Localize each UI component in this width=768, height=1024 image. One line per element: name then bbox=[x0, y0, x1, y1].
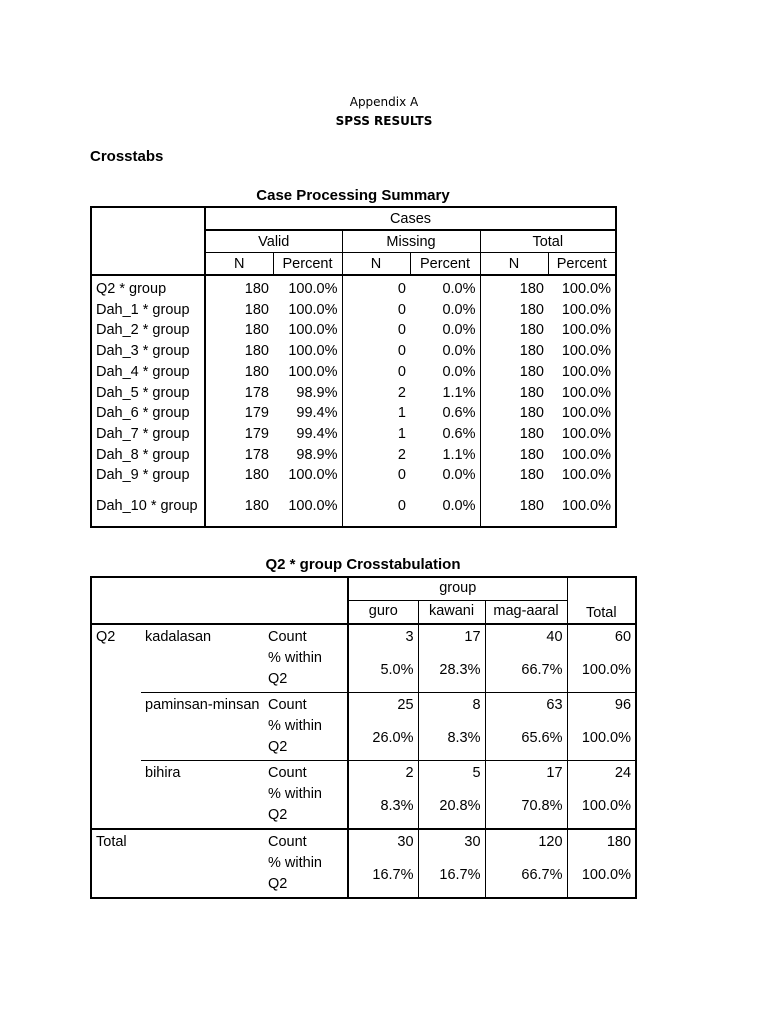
subheader-n: N bbox=[480, 253, 548, 276]
column-header-guro: guro bbox=[348, 601, 418, 625]
empty-corner-cell bbox=[91, 207, 205, 275]
stat-label-percent: % within Q2 bbox=[264, 648, 348, 693]
percent-cell: 66.7% bbox=[485, 853, 567, 898]
percent-cell: 8.3% bbox=[348, 784, 418, 829]
row-label: Dah_6 * group bbox=[96, 405, 190, 422]
cell-total-n: 180 bbox=[480, 300, 548, 321]
cell-total-n: 180 bbox=[480, 341, 548, 362]
row-label: Dah_5 * group bbox=[96, 384, 190, 401]
count-cell: 60 bbox=[567, 624, 636, 648]
subheader-percent: Percent bbox=[410, 253, 480, 276]
subheader-percent: Percent bbox=[548, 253, 616, 276]
row-label: Dah_7 * group bbox=[96, 425, 190, 442]
case-summary-title: Case Processing Summary bbox=[256, 187, 450, 204]
cases-header: Cases bbox=[205, 207, 616, 230]
total-row-label: Total bbox=[96, 834, 127, 850]
count-cell: 30 bbox=[348, 829, 418, 853]
cell-missing-pct: 0.0% bbox=[442, 498, 476, 515]
cell-valid-n: 178 bbox=[205, 445, 273, 466]
cell-valid-n: 180 bbox=[205, 341, 273, 362]
table-row bbox=[91, 829, 636, 853]
cell-missing-pct: 0.0% bbox=[442, 363, 476, 380]
row-label: Dah_3 * group bbox=[96, 343, 190, 360]
cell-valid-n: 180 bbox=[205, 320, 273, 341]
stat-label-count: Count bbox=[268, 765, 307, 781]
percent-cell: 100.0% bbox=[567, 853, 636, 898]
cell-total-n: 180 bbox=[480, 486, 548, 527]
cell-valid-pct: 100.0% bbox=[288, 467, 338, 484]
cell-total-pct: 100.0% bbox=[561, 446, 612, 463]
cell-total-pct: 100.0% bbox=[561, 405, 612, 422]
crosstabulation-table bbox=[90, 576, 637, 899]
group-header: group bbox=[348, 577, 567, 601]
percent-cell: 66.7% bbox=[485, 648, 567, 693]
stat-label-count: Count bbox=[268, 697, 307, 713]
percent-cell: 20.8% bbox=[418, 784, 485, 829]
count-cell: 17 bbox=[418, 624, 485, 648]
count-cell: 8 bbox=[418, 693, 485, 717]
percent-cell: 8.3% bbox=[418, 716, 485, 761]
count-cell: 5 bbox=[418, 761, 485, 785]
crosstab-title: Q2 * group Crosstabulation bbox=[265, 556, 461, 573]
missing-header: Missing bbox=[342, 230, 480, 253]
stat-label-percent: % within Q2 bbox=[264, 784, 348, 829]
row-label: Dah_4 * group bbox=[96, 363, 190, 380]
cell-valid-pct: 98.9% bbox=[296, 384, 338, 401]
row-label: Q2 * group bbox=[96, 281, 167, 297]
cell-missing-n: 1 bbox=[342, 424, 410, 445]
percent-cell: 100.0% bbox=[567, 716, 636, 761]
table-row bbox=[91, 693, 636, 717]
table-row bbox=[91, 624, 636, 648]
cell-total-n: 180 bbox=[480, 403, 548, 424]
count-cell: 96 bbox=[567, 693, 636, 717]
percent-cell: 70.8% bbox=[485, 784, 567, 829]
cell-valid-pct: 98.9% bbox=[296, 446, 338, 463]
row-label: Dah_2 * group bbox=[96, 322, 190, 339]
category-label: paminsan-minsan bbox=[141, 693, 264, 761]
cell-valid-n: 180 bbox=[205, 486, 273, 527]
cell-missing-n: 0 bbox=[342, 320, 410, 341]
cell-missing-n: 0 bbox=[342, 341, 410, 362]
document-subtitle: SPSS RESULTS bbox=[335, 114, 433, 128]
table-row bbox=[91, 383, 616, 404]
cell-missing-pct: 0.0% bbox=[442, 322, 476, 339]
empty-corner-cell bbox=[91, 577, 348, 624]
table-row bbox=[91, 320, 616, 341]
cell-missing-pct: 1.1% bbox=[442, 384, 476, 401]
percent-cell: 65.6% bbox=[485, 716, 567, 761]
count-cell: 2 bbox=[348, 761, 418, 785]
cell-total-pct: 100.0% bbox=[561, 281, 612, 297]
cell-valid-pct: 100.0% bbox=[288, 301, 338, 318]
appendix-label: Appendix A bbox=[349, 95, 419, 109]
cell-missing-pct: 0.6% bbox=[442, 425, 476, 442]
percent-cell: 5.0% bbox=[348, 648, 418, 693]
cell-total-n: 180 bbox=[480, 275, 548, 300]
cell-valid-n: 180 bbox=[205, 465, 273, 486]
stat-label-count: Count bbox=[268, 629, 307, 645]
percent-cell: 100.0% bbox=[567, 648, 636, 693]
cell-total-pct: 100.0% bbox=[561, 498, 612, 515]
cell-total-pct: 100.0% bbox=[561, 425, 612, 442]
cell-valid-pct: 100.0% bbox=[288, 322, 338, 339]
count-cell: 40 bbox=[485, 624, 567, 648]
count-cell: 17 bbox=[485, 761, 567, 785]
total-header: Total bbox=[480, 230, 616, 253]
case-processing-summary-table bbox=[90, 206, 617, 528]
cell-valid-n: 180 bbox=[205, 362, 273, 383]
cell-total-pct: 100.0% bbox=[561, 343, 612, 360]
cell-valid-pct: 99.4% bbox=[296, 405, 338, 422]
table-row bbox=[91, 362, 616, 383]
cell-valid-n: 180 bbox=[205, 300, 273, 321]
count-cell: 24 bbox=[567, 761, 636, 785]
cell-missing-pct: 0.0% bbox=[442, 467, 476, 484]
section-heading: Crosstabs bbox=[90, 148, 164, 165]
column-header-kawani: kawani bbox=[418, 601, 485, 625]
percent-cell: 28.3% bbox=[418, 648, 485, 693]
table-row bbox=[91, 465, 616, 486]
category-label: bihira bbox=[141, 761, 264, 830]
row-label: Dah_1 * group bbox=[96, 301, 190, 318]
cell-total-pct: 100.0% bbox=[561, 384, 612, 401]
cell-missing-n: 2 bbox=[342, 445, 410, 466]
table-row bbox=[91, 424, 616, 445]
cell-valid-n: 180 bbox=[205, 275, 273, 300]
cell-total-n: 180 bbox=[480, 424, 548, 445]
cell-valid-n: 179 bbox=[205, 424, 273, 445]
row-label: Dah_8 * group bbox=[96, 446, 190, 463]
table-row bbox=[91, 300, 616, 321]
cell-valid-pct: 100.0% bbox=[288, 281, 338, 297]
cell-missing-pct: 0.0% bbox=[442, 281, 476, 297]
cell-valid-pct: 99.4% bbox=[296, 425, 338, 442]
count-cell: 3 bbox=[348, 624, 418, 648]
row-label: Dah_10 * group bbox=[96, 498, 198, 515]
total-column-header: Total bbox=[567, 577, 636, 624]
cell-missing-n: 0 bbox=[342, 465, 410, 486]
table-row bbox=[91, 445, 616, 466]
subheader-n: N bbox=[342, 253, 410, 276]
table-row bbox=[91, 275, 616, 300]
table-row bbox=[91, 761, 636, 785]
variable-label: Q2 bbox=[91, 624, 141, 829]
cell-valid-pct: 100.0% bbox=[288, 498, 338, 515]
cell-total-n: 180 bbox=[480, 445, 548, 466]
column-header-mag-aaral: mag-aaral bbox=[485, 601, 567, 625]
count-cell: 120 bbox=[485, 829, 567, 853]
category-label: kadalasan bbox=[141, 624, 264, 693]
cell-total-n: 180 bbox=[480, 383, 548, 404]
percent-cell: 16.7% bbox=[348, 853, 418, 898]
cell-missing-n: 0 bbox=[342, 362, 410, 383]
cell-missing-n: 1 bbox=[342, 403, 410, 424]
cell-valid-pct: 100.0% bbox=[288, 363, 338, 380]
cell-total-pct: 100.0% bbox=[561, 301, 612, 318]
cell-total-n: 180 bbox=[480, 320, 548, 341]
cell-total-pct: 100.0% bbox=[561, 322, 612, 339]
valid-header: Valid bbox=[205, 230, 342, 253]
subheader-percent: Percent bbox=[273, 253, 342, 276]
cell-total-pct: 100.0% bbox=[561, 363, 612, 380]
count-cell: 25 bbox=[348, 693, 418, 717]
cell-valid-n: 178 bbox=[205, 383, 273, 404]
table-row bbox=[91, 486, 616, 527]
table-row bbox=[91, 403, 616, 424]
cell-valid-n: 179 bbox=[205, 403, 273, 424]
cell-missing-n: 0 bbox=[342, 275, 410, 300]
cell-missing-pct: 1.1% bbox=[442, 446, 476, 463]
cell-missing-pct: 0.0% bbox=[442, 301, 476, 318]
percent-cell: 26.0% bbox=[348, 716, 418, 761]
cell-total-n: 180 bbox=[480, 362, 548, 383]
percent-cell: 16.7% bbox=[418, 853, 485, 898]
cell-missing-pct: 0.6% bbox=[442, 405, 476, 422]
count-cell: 180 bbox=[567, 829, 636, 853]
cell-missing-n: 0 bbox=[342, 486, 410, 527]
table-row bbox=[91, 341, 616, 362]
percent-cell: 100.0% bbox=[567, 784, 636, 829]
count-cell: 63 bbox=[485, 693, 567, 717]
cell-missing-n: 0 bbox=[342, 300, 410, 321]
cell-valid-pct: 100.0% bbox=[288, 343, 338, 360]
cell-missing-pct: 0.0% bbox=[442, 343, 476, 360]
cell-total-n: 180 bbox=[480, 465, 548, 486]
stat-label-percent: % within Q2 bbox=[264, 716, 348, 761]
subheader-n: N bbox=[205, 253, 273, 276]
stat-label-percent: % within Q2 bbox=[268, 855, 322, 892]
row-label: Dah_9 * group bbox=[96, 467, 190, 484]
count-cell: 30 bbox=[418, 829, 485, 853]
stat-label-count: Count bbox=[268, 834, 307, 850]
cell-total-pct: 100.0% bbox=[561, 467, 612, 484]
cell-missing-n: 2 bbox=[342, 383, 410, 404]
